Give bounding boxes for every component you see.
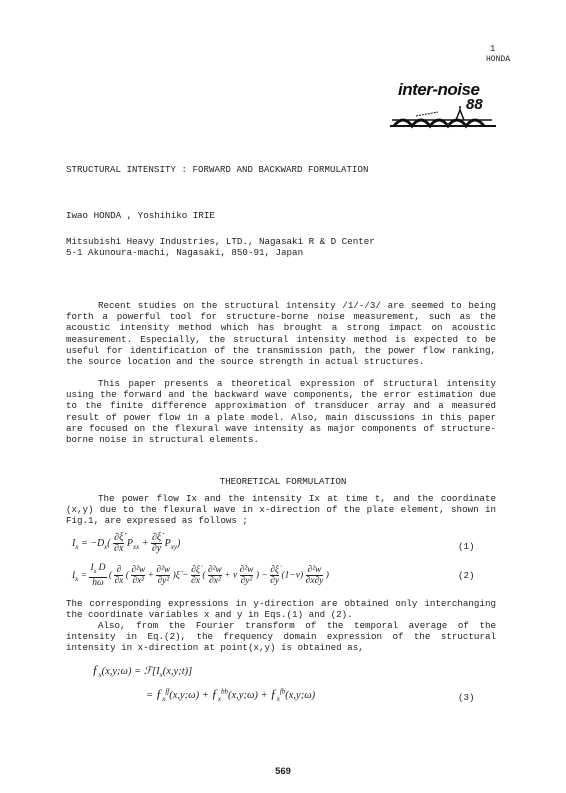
- conference-logo: [388, 80, 498, 136]
- affiliation-line-2: 5-1 Akunoura-machi, Nagasaki, 850-91, Japan: [66, 247, 304, 258]
- section-paragraph-3: Also, from the Fourier transform of the temporal average of the intensity in Eq.(2), the frequency domain expression of the structural intensity in x-direction at point(x,y) is obtained as,: [66, 620, 496, 654]
- equation-3-line-1: $ƒ_x(x,y;\omega)$ = $ℱ[I_x(x,y;t)]$: [92, 662, 193, 680]
- intro-paragraph-2: This paper presents a theoretical expression of structural intensity using the forward and the backward wave components, the error estimation due to the finite difference approximation of transducer array and a measured result of power flow in a plate model. Also, main discussions in this paper are focused on the flexural wave intensity as major components of structure-borne noise in structural elements.: [66, 378, 496, 446]
- author-tag: HONDA: [486, 55, 511, 64]
- section-paragraph-2: The corresponding expressions in y-direction are obtained only interchanging the coordinate variables x and y in Eqs.(1) and (2).: [66, 598, 496, 621]
- intro-paragraph-1: Recent studies on the structural intensity /1/-/3/ are seemed to being forth a powerful tool for structure-borne noise measurement, such as the acoustic intensity method which has brought a strong impact on acoustic measurement. Especially, the structural intensity method is expected to be useful for identification of the transmission path, the power flow ranking, the source location and the source strength in actual structures.: [66, 300, 496, 368]
- paper-title: STRUCTURAL INTENSITY : FORWARD AND BACKWARD FORMULATION: [66, 165, 369, 175]
- page-number-bottom: 569: [275, 766, 291, 777]
- logo-text: inter-noise: [398, 80, 480, 99]
- equation-2-number: (2): [458, 570, 475, 581]
- page-number-top: 1: [490, 44, 496, 54]
- equation-1: $I_x = -D_x$( $\frac{\partial\xi̇}{\partial x}$ $P_{xx}$ + $\frac{\partial\xi̇}{\partial y}$ $P_{xy}$): [72, 532, 181, 554]
- equation-2: $I_x$ = $\frac{I_x D}{h\omega}$ ( ∂ ∂x ( $\frac{\text{∂²w}}{\text{∂x²}}$ + $\frac{\text{∂²w}}{\text{∂y²}}$ )ξ̇ − $\frac{\partial\xi̇}{\partial x}$ ( $\frac{\text{∂²w}}{\text{∂x²}}$ + ν $\frac{\text{∂²w}}{\text{∂y²}}$ ) − $\frac{\partial\xi̇}{\partial y}$ (1−ν) $\frac{\text{∂²w}}{\partial x\partial y}$ ): [72, 563, 329, 588]
- equation-1-number: (1): [458, 541, 475, 552]
- affiliation-line-1: Mitsubishi Heavy Industries, LTD., Nagasaki R & D Center: [66, 236, 375, 247]
- paper-authors: Iwao HONDA , Yoshihiko IRIE: [66, 210, 215, 221]
- section-paragraph-1: The power flow Ix and the intensity Ix at time t, and the coordinate (x,y) due to the flexural wave in x-direction of the plate element, shown in Fig.1, are expressed as follows ;: [66, 493, 496, 527]
- logo-year: 88: [466, 96, 483, 113]
- section-heading: THEORETICAL FORMULATION: [219, 476, 347, 487]
- equation-3-line-2: = $ƒ_x^{ff}(x,y;\omega)$ + $ƒ_x^{bb}(x,y;\omega)$ + $ƒ_x^{fb}(x,y;\omega)$: [146, 686, 316, 704]
- bridge-logo-icon: [388, 102, 498, 132]
- equation-3-number: (3): [458, 692, 475, 703]
